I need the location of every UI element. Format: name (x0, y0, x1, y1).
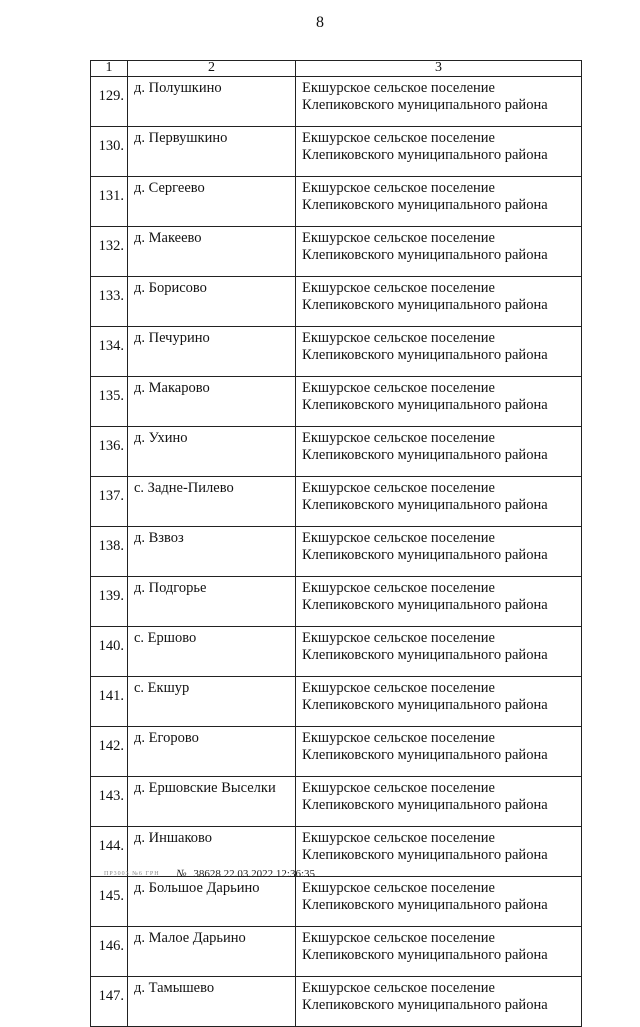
row-number: 132. (91, 227, 128, 277)
table-row (91, 527, 582, 577)
municipality-line-2: Клепиковского муниципального района (302, 897, 548, 913)
municipality-line-2: Клепиковского муниципального района (302, 297, 548, 313)
municipality-line-1: Екшурское сельское поселение (302, 930, 495, 946)
municipality-line-1: Екшурское сельское поселение (302, 230, 495, 246)
column-header-2: 2 (128, 61, 296, 77)
page-number: 8 (316, 14, 324, 31)
municipality-cell (296, 277, 582, 327)
municipality-cell (296, 177, 582, 227)
table-header-row (91, 61, 582, 77)
settlement-name: д. Взвоз (128, 527, 296, 577)
row-number: 139. (91, 577, 128, 627)
row-number: 147. (91, 977, 128, 1027)
settlement-name: с. Ершово (128, 627, 296, 677)
municipality-line-1: Екшурское сельское поселение (302, 780, 495, 796)
municipality-line-1: Екшурское сельское поселение (302, 330, 495, 346)
settlement-name: с. Екшур (128, 677, 296, 727)
municipality-line-2: Клепиковского муниципального района (302, 597, 548, 613)
municipality-line-1: Екшурское сельское поселение (302, 130, 495, 146)
settlement-name: д. Большое Дарьино (128, 877, 296, 927)
municipality-line-2: Клепиковского муниципального района (302, 997, 548, 1013)
settlement-name: д. Полушкино (128, 77, 296, 127)
table-row (91, 327, 582, 377)
municipality-cell (296, 877, 582, 927)
municipality-cell (296, 727, 582, 777)
settlement-name: д. Подгорье (128, 577, 296, 627)
table-row (91, 927, 582, 977)
settlement-name: д. Борисово (128, 277, 296, 327)
table-row (91, 677, 582, 727)
settlement-name: д. Малое Дарьино (128, 927, 296, 977)
table-row (91, 277, 582, 327)
settlement-name: д. Сергеево (128, 177, 296, 227)
municipality-line-2: Клепиковского муниципального района (302, 347, 548, 363)
municipality-line-1: Екшурское сельское поселение (302, 630, 495, 646)
settlements-table (90, 60, 582, 1027)
table-row (91, 477, 582, 527)
municipality-line-2: Клепиковского муниципального района (302, 647, 548, 663)
municipality-cell (296, 427, 582, 477)
row-number: 138. (91, 527, 128, 577)
settlement-name: д. Ухино (128, 427, 296, 477)
municipality-line-2: Клепиковского муниципального района (302, 847, 548, 863)
table-row (91, 427, 582, 477)
settlement-name: с. Задне-Пилево (128, 477, 296, 527)
row-number: 144. (91, 827, 128, 877)
municipality-cell (296, 927, 582, 977)
row-number: 145. (91, 877, 128, 927)
column-header-1: 1 (91, 61, 128, 77)
document-footer (104, 868, 315, 880)
municipality-line-2: Клепиковского муниципального района (302, 697, 548, 713)
settlement-name: д. Ершовские Выселки (128, 777, 296, 827)
municipality-line-1: Екшурское сельское поселение (302, 530, 495, 546)
municipality-line-1: Екшурское сельское поселение (302, 430, 495, 446)
municipality-line-1: Екшурское сельское поселение (302, 730, 495, 746)
row-number: 146. (91, 927, 128, 977)
footer-time: 12:36:35 (275, 868, 316, 880)
row-number: 133. (91, 277, 128, 327)
column-header-3: 3 (296, 61, 582, 77)
municipality-line-2: Клепиковского муниципального района (302, 747, 548, 763)
row-number: 142. (91, 727, 128, 777)
municipality-line-1: Екшурское сельское поселение (302, 80, 495, 96)
table-row (91, 577, 582, 627)
row-number: 136. (91, 427, 128, 477)
municipality-cell (296, 777, 582, 827)
table-row (91, 977, 582, 1027)
municipality-cell (296, 627, 582, 677)
municipality-cell (296, 377, 582, 427)
footer-faint-stamp: ПР3003 №6 ГРН (104, 871, 160, 878)
municipality-cell (296, 127, 582, 177)
row-number: 129. (91, 77, 128, 127)
municipality-line-2: Клепиковского муниципального района (302, 497, 548, 513)
row-number: 137. (91, 477, 128, 527)
municipality-line-2: Клепиковского муниципального района (302, 447, 548, 463)
row-number: 140. (91, 627, 128, 677)
municipality-cell (296, 577, 582, 627)
settlement-name: д. Макарово (128, 377, 296, 427)
table-row (91, 777, 582, 827)
municipality-line-2: Клепиковского муниципального района (302, 147, 548, 163)
settlement-name: д. Иншаково (128, 827, 296, 877)
settlement-name: д. Егорово (128, 727, 296, 777)
municipality-line-1: Екшурское сельское поселение (302, 830, 495, 846)
table-row (91, 127, 582, 177)
table-row (91, 877, 582, 927)
settlement-name: д. Первушкино (128, 127, 296, 177)
municipality-line-1: Екшурское сельское поселение (302, 480, 495, 496)
municipality-cell (296, 827, 582, 877)
municipality-line-2: Клепиковского муниципального района (302, 947, 548, 963)
footer-date: 22.03.2022 (223, 868, 274, 880)
municipality-line-1: Екшурское сельское поселение (302, 580, 495, 596)
municipality-cell (296, 227, 582, 277)
municipality-cell (296, 527, 582, 577)
settlement-name: д. Тамышево (128, 977, 296, 1027)
municipality-cell (296, 977, 582, 1027)
municipality-line-2: Клепиковского муниципального района (302, 797, 548, 813)
row-number: 143. (91, 777, 128, 827)
row-number: 135. (91, 377, 128, 427)
row-number: 134. (91, 327, 128, 377)
municipality-line-1: Екшурское сельское поселение (302, 280, 495, 296)
footer-number-sign: № (176, 868, 187, 880)
municipality-line-2: Клепиковского муниципального района (302, 547, 548, 563)
settlement-name: д. Макеево (128, 227, 296, 277)
municipality-cell (296, 77, 582, 127)
municipality-line-2: Клепиковского муниципального района (302, 247, 548, 263)
settlement-name: д. Печурино (128, 327, 296, 377)
municipality-cell (296, 477, 582, 527)
table-row (91, 77, 582, 127)
row-number: 130. (91, 127, 128, 177)
municipality-line-1: Екшурское сельское поселение (302, 380, 495, 396)
table-row (91, 727, 582, 777)
municipality-line-1: Екшурское сельское поселение (302, 680, 495, 696)
municipality-cell (296, 327, 582, 377)
table-row (91, 177, 582, 227)
table-row (91, 377, 582, 427)
municipality-line-2: Клепиковского муниципального района (302, 397, 548, 413)
municipality-cell (296, 677, 582, 727)
municipality-line-2: Клепиковского муниципального района (302, 97, 548, 113)
municipality-line-2: Клепиковского муниципального района (302, 197, 548, 213)
row-number: 131. (91, 177, 128, 227)
municipality-line-1: Екшурское сельское поселение (302, 880, 495, 896)
table-row (91, 627, 582, 677)
row-number: 141. (91, 677, 128, 727)
footer-doc-number: 38628 (193, 868, 221, 880)
municipality-line-1: Екшурское сельское поселение (302, 180, 495, 196)
municipality-line-1: Екшурское сельское поселение (302, 980, 495, 996)
table-body (91, 77, 582, 1027)
table-row (91, 227, 582, 277)
